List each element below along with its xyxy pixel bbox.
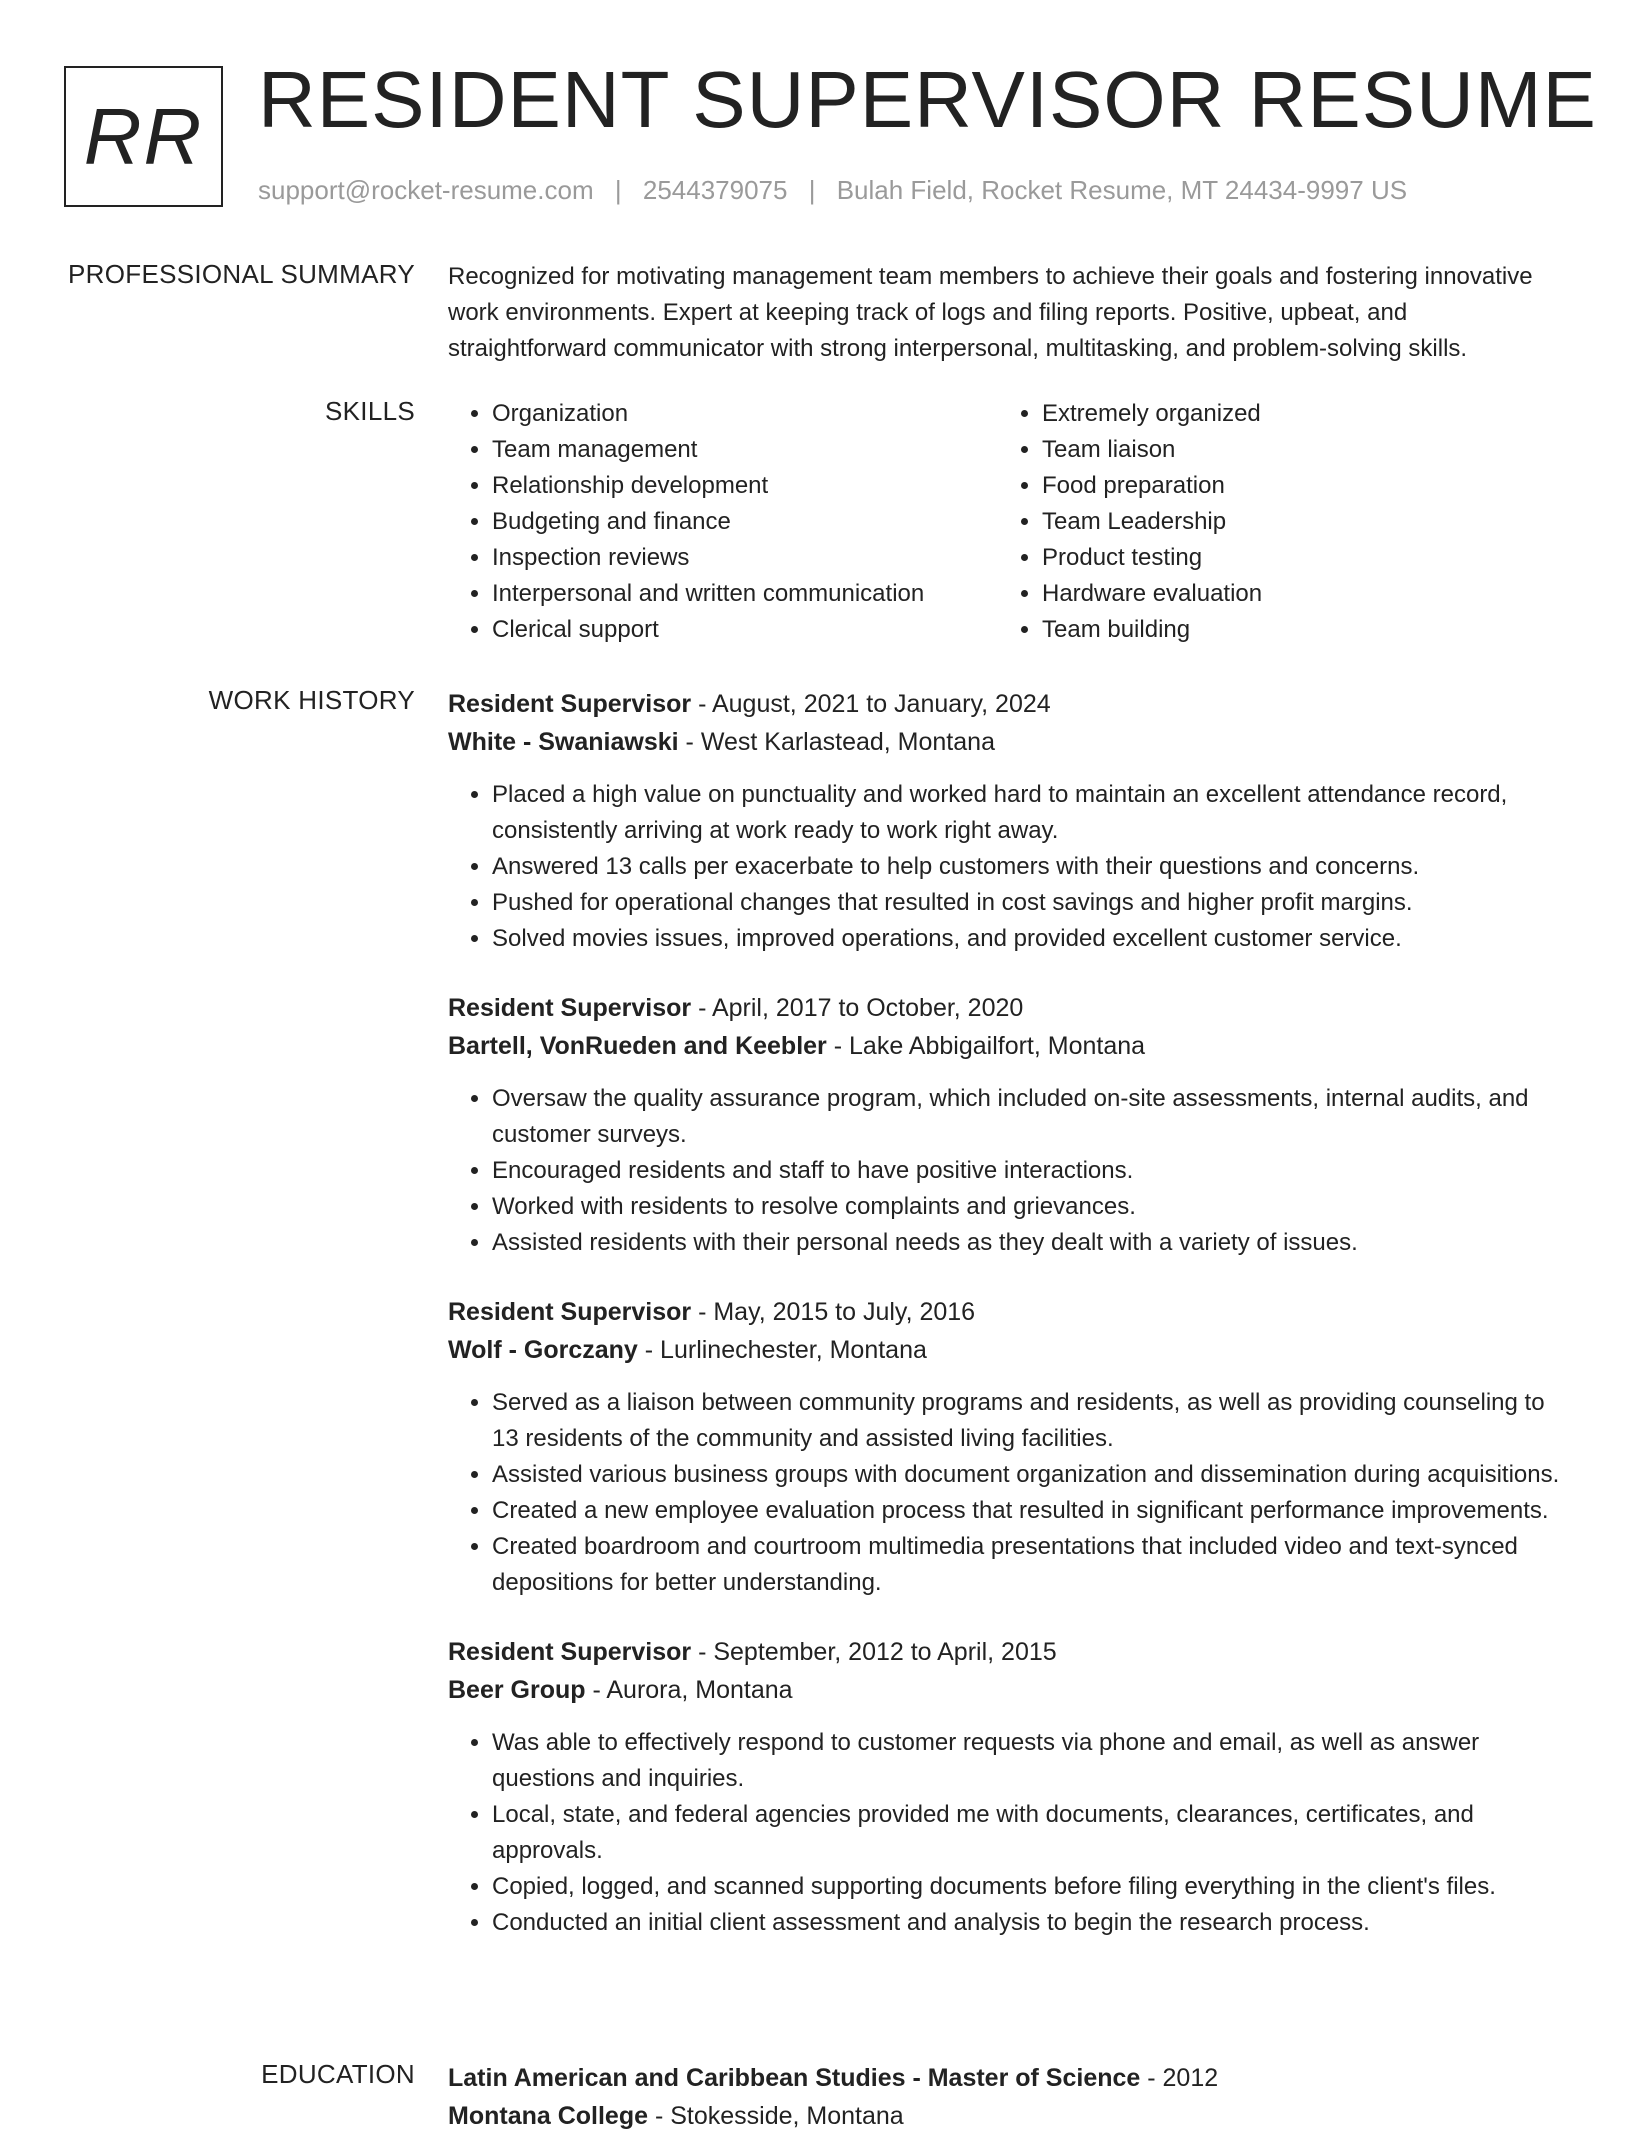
job-company-line xyxy=(448,1671,1568,1709)
skill-item: • Interpersonal and written communication xyxy=(492,576,998,612)
job-bullet: • Created a new employee evaluation process that resulted in significant performance improvements. xyxy=(492,1493,1568,1529)
summary-text: Recognized for motivating management team members to achieve their goals and fostering innovative work environments. Expert at keeping track of logs and filing reports. Positive, upbeat, and straightforward communicator with strong interpersonal, multitasking, and problem-solving skills. xyxy=(448,263,1533,362)
job-title-line xyxy=(448,1633,1568,1671)
contact-line xyxy=(258,175,1407,206)
section-label-education: EDUCATION xyxy=(261,2059,415,2089)
job-dates: - April, 2017 to October, 2020 xyxy=(691,994,1024,1022)
skill-item: • Clerical support xyxy=(492,612,998,648)
education-location: - Stokesside, Montana xyxy=(648,2102,904,2130)
job-title-line xyxy=(448,1293,1568,1331)
job-bullet: • Local, state, and federal agencies provided me with documents, clearances, certificates, and approvals. xyxy=(492,1797,1568,1869)
skill-item: • Organization xyxy=(492,396,998,432)
education-school-line xyxy=(448,2097,1568,2135)
skill-item: • Team management xyxy=(492,432,998,468)
job-bullet: • Assisted various business groups with document organization and dissemination during acquisitions. xyxy=(492,1457,1568,1493)
skill-item: • Hardware evaluation xyxy=(1042,576,1262,612)
job-bullet: • Assisted residents with their personal needs as they dealt with a variety of issues. xyxy=(492,1225,1568,1261)
job-bullets xyxy=(448,1725,1568,1941)
education-year: - 2012 xyxy=(1140,2064,1219,2092)
education-school: Montana College xyxy=(448,2102,649,2130)
job-title-line xyxy=(448,989,1568,1027)
job-bullet: • Copied, logged, and scanned supporting documents before filing everything in the client's files. xyxy=(492,1869,1568,1905)
job-bullet: • Served as a liaison between community programs and residents, as well as providing counseling to 13 residents of the community and assisted living facilities. xyxy=(492,1385,1568,1457)
job-bullet: • Conducted an initial client assessment and analysis to begin the research process. xyxy=(492,1905,1568,1941)
work-history-body xyxy=(448,685,1568,1973)
section-label-summary: PROFESSIONAL SUMMARY xyxy=(68,259,415,289)
job-bullet: • Oversaw the quality assurance program, which included on-site assessments, internal audits, and customer surveys. xyxy=(492,1081,1568,1153)
job-company-line xyxy=(448,1331,1568,1369)
job-location: - West Karlastead, Montana xyxy=(678,728,995,756)
job-title: Resident Supervisor xyxy=(448,1638,692,1666)
skill-item: • Relationship development xyxy=(492,468,998,504)
email-link[interactable]: support@rocket-resume.com xyxy=(258,175,594,205)
phone-number: 2544379075 xyxy=(642,175,788,205)
job-title: Resident Supervisor xyxy=(448,994,692,1022)
skill-item: • Team Leadership xyxy=(1042,504,1262,540)
job-bullet: • Was able to effectively respond to customer requests via phone and email, as well as answer questions and inquiries. xyxy=(492,1725,1568,1797)
contact-separator: | xyxy=(614,175,622,205)
job-title-line xyxy=(448,685,1568,723)
job-company-line xyxy=(448,1027,1568,1065)
skill-item: • Team liaison xyxy=(1042,432,1262,468)
skill-item: • Product testing xyxy=(1042,540,1262,576)
address: Bulah Field, Rocket Resume, MT 24434-9997 US xyxy=(836,175,1408,205)
job-entry xyxy=(448,989,1568,1261)
job-bullet: • Pushed for operational changes that resulted in cost savings and higher profit margins. xyxy=(492,885,1568,921)
job-dates: - May, 2015 to July, 2016 xyxy=(691,1298,976,1326)
skill-item: • Budgeting and finance xyxy=(492,504,998,540)
resume-title: RESIDENT SUPERVISOR RESUME xyxy=(258,55,1597,144)
job-company: Beer Group xyxy=(448,1676,586,1704)
summary-body xyxy=(448,259,1568,367)
job-bullets xyxy=(448,777,1568,957)
job-entry xyxy=(448,1293,1568,1601)
job-entry xyxy=(448,1633,1568,1941)
skill-item: • Food preparation xyxy=(1042,468,1262,504)
job-company: Wolf - Gorczany xyxy=(448,1336,638,1364)
job-company: White - Swaniawski xyxy=(448,728,679,756)
education-degree-line xyxy=(448,2059,1568,2097)
job-bullet: • Encouraged residents and staff to have positive interactions. xyxy=(492,1153,1568,1189)
skill-item: • Team building xyxy=(1042,612,1262,648)
job-location: - Lurlinechester, Montana xyxy=(637,1336,927,1364)
skill-item: • Extremely organized xyxy=(1042,396,1262,432)
job-dates: - September, 2012 to April, 2015 xyxy=(691,1638,1057,1666)
job-dates: - August, 2021 to January, 2024 xyxy=(691,690,1051,718)
skill-item: • Inspection reviews xyxy=(492,540,998,576)
job-bullet: • Solved movies issues, improved operations, and provided excellent customer service. xyxy=(492,921,1568,957)
job-title: Resident Supervisor xyxy=(448,690,692,718)
section-label-skills: SKILLS xyxy=(325,396,415,426)
education-degree: Latin American and Caribbean Studies - Master of Science xyxy=(448,2064,1141,2092)
job-entry xyxy=(448,685,1568,957)
skills-column-2 xyxy=(998,396,1262,648)
section-label-work-history: WORK HISTORY xyxy=(208,685,415,715)
job-bullet: • Answered 13 calls per exacerbate to help customers with their questions and concerns. xyxy=(492,849,1568,885)
job-bullets xyxy=(448,1081,1568,1261)
job-company-line xyxy=(448,723,1568,761)
job-company: Bartell, VonRueden and Keebler xyxy=(448,1032,827,1060)
job-location: - Lake Abbigailfort, Montana xyxy=(826,1032,1146,1060)
job-bullets xyxy=(448,1385,1568,1601)
skills-body xyxy=(448,396,1568,648)
job-bullet: • Created boardroom and courtroom multimedia presentations that included video and text-synced depositions for better understanding. xyxy=(492,1529,1568,1601)
job-bullet: • Placed a high value on punctuality and worked hard to maintain an excellent attendance record, consistently arriving at work ready to work right away. xyxy=(492,777,1568,849)
job-bullet: • Worked with residents to resolve complaints and grievances. xyxy=(492,1189,1568,1225)
skills-column-1 xyxy=(448,396,998,648)
job-location: - Aurora, Montana xyxy=(585,1676,793,1704)
job-title: Resident Supervisor xyxy=(448,1298,692,1326)
education-body xyxy=(448,2059,1568,2135)
contact-separator: | xyxy=(808,175,816,205)
monogram-logo: RR xyxy=(64,66,223,207)
